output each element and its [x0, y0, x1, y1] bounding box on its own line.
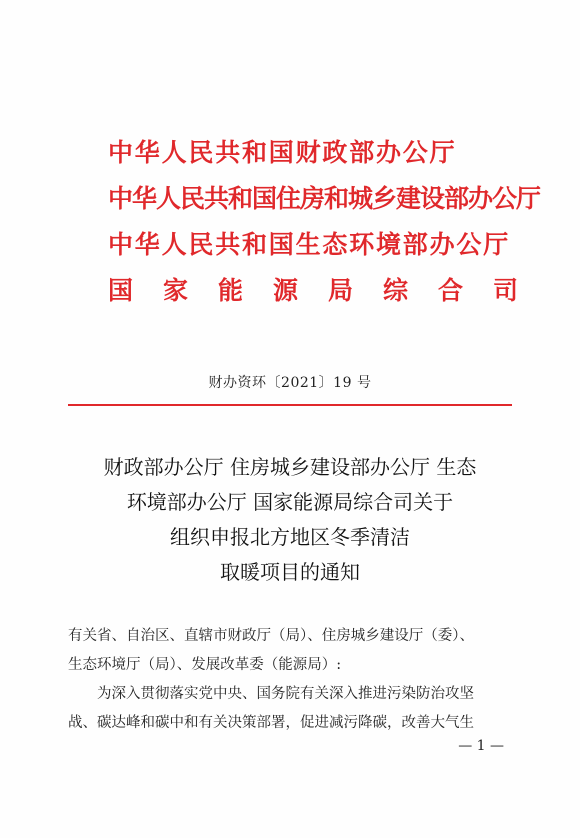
issuer-mohurd: 中华人民共和国住房和城乡建设部办公厅	[108, 184, 541, 213]
document-title	[0, 450, 580, 590]
issuer-mof: 中华人民共和国财政部办公厅	[108, 138, 457, 167]
document-number: 财办资环〔2021〕19 号	[208, 375, 372, 391]
document-body	[68, 622, 514, 738]
title-line: 财政部办公厅 住房城乡建设部办公厅 生态	[103, 455, 477, 479]
title-line: 环境部办公厅 国家能源局综合司关于	[126, 490, 454, 514]
issuer-nea: 国家能源局综合司	[108, 276, 549, 305]
red-divider-line	[68, 404, 512, 406]
title-line: 组织申报北方地区冬季清洁	[170, 525, 410, 549]
page-number: — 1 —	[458, 738, 504, 754]
body-paragraph-line: 为深入贯彻落实党中央、国务院有关深入推进污染防治攻坚	[97, 686, 474, 702]
body-paragraph-line: 战、碳达峰和碳中和有关决策部署，促进减污降碳，改善大气生	[68, 715, 474, 731]
addressee-line: 生态环境厅（局）、发展改革委（能源局）:	[68, 657, 342, 673]
issuing-authorities	[108, 130, 549, 314]
title-line: 取暖项目的通知	[220, 560, 360, 584]
issuer-mee: 中华人民共和国生态环境部办公厅	[108, 230, 511, 259]
addressee-line: 有关省、自治区、直辖市财政厅（局）、住房城乡建设厅（委）、	[68, 628, 474, 644]
